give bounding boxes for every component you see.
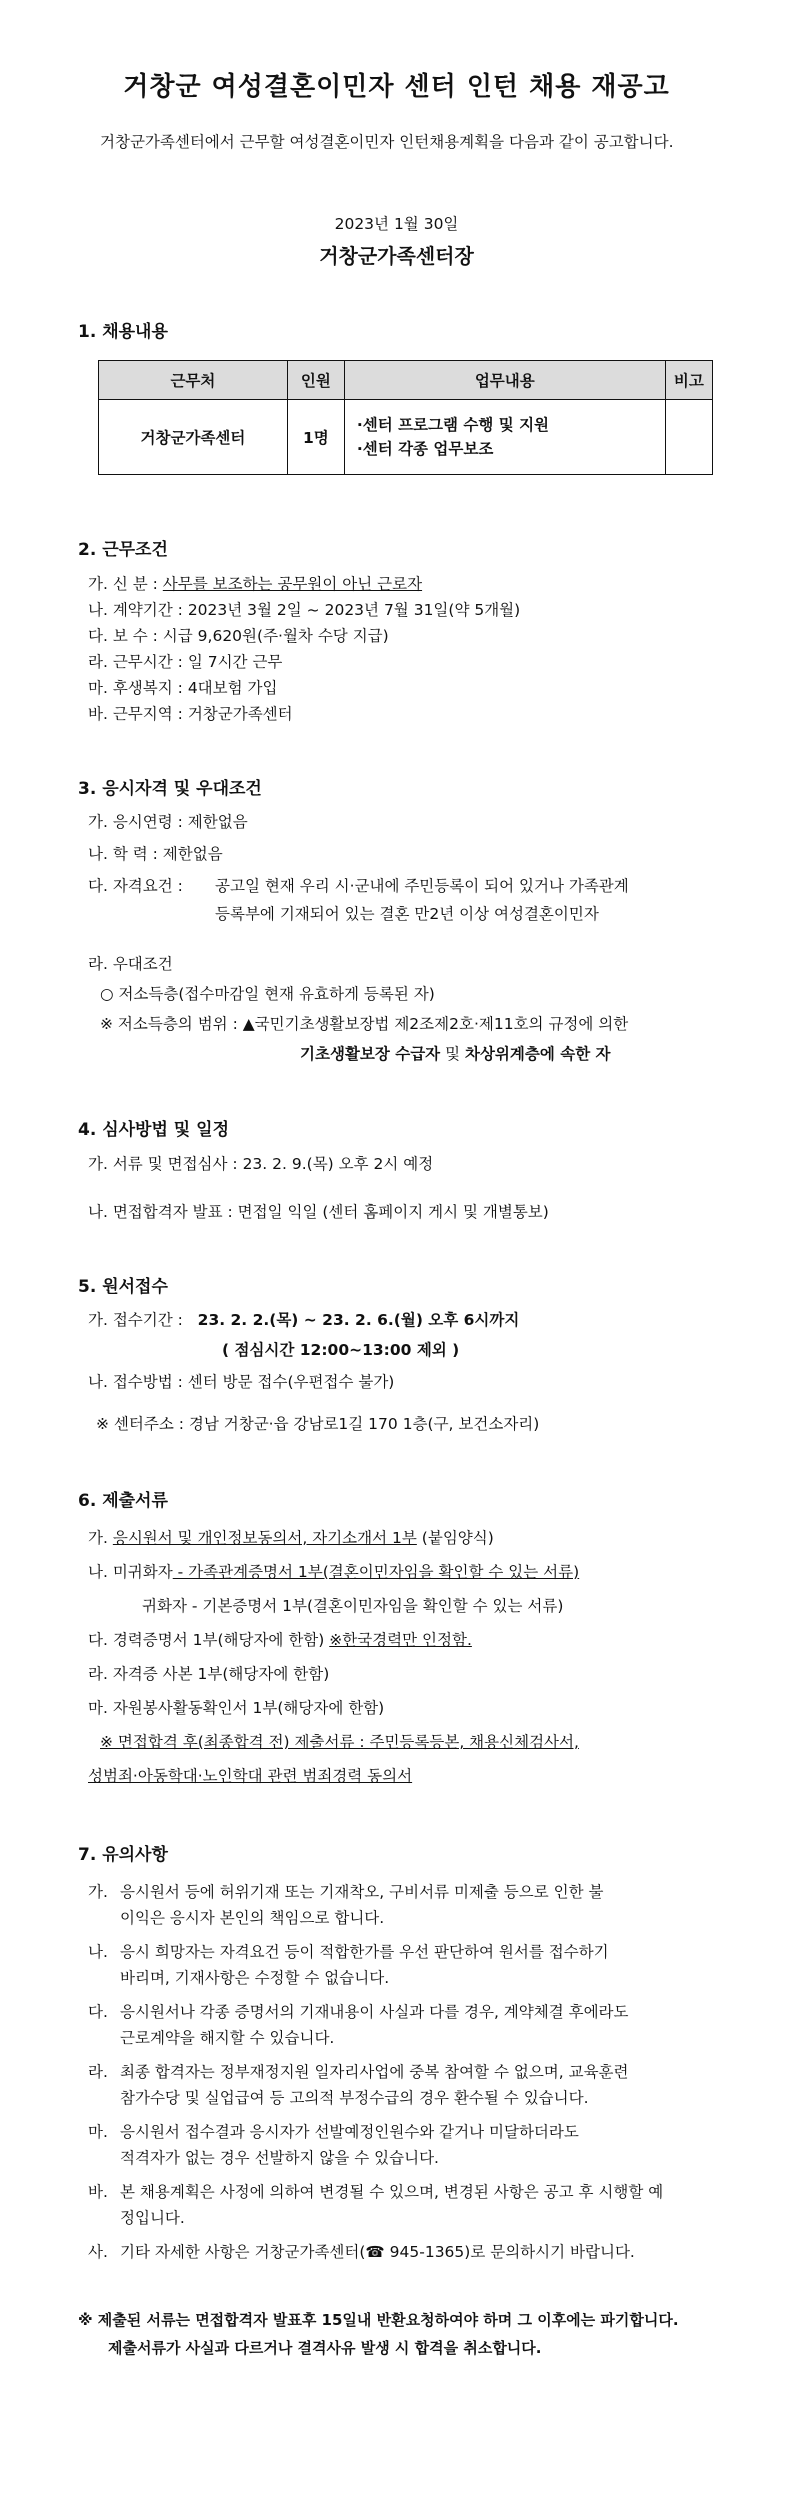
- notice-line: 응시원서 접수결과 응시자가 선발예정인원수와 같거나 미달하더라도: [120, 2123, 579, 2141]
- notice-label: 다.: [88, 2003, 108, 2021]
- section-1-title: 1. 채용내용: [78, 322, 168, 342]
- notice-label: 사.: [88, 2243, 108, 2261]
- qualification-education: 나. 학 력 : 제한없음: [88, 845, 223, 863]
- duty-item: ·센터 각종 업무보조: [356, 440, 494, 458]
- footer-notice-line: ※ 제출된 서류는 면접합격자 발표후 15일내 반환요청하여야 하며 그 이후에는 파기합니다.: [78, 2311, 679, 2329]
- condition-item: 마. 후생복지 : 4대보험 가입: [88, 679, 278, 697]
- table-row: [99, 400, 713, 475]
- notice-line: 기타 자세한 사항은 거창군가족센터(☎ 945-1365)로 문의하시기 바랍니다.: [120, 2243, 635, 2261]
- condition-item: 바. 근무지역 : 거창군가족센터: [88, 705, 293, 723]
- center-address: ※ 센터주소 : 경남 거창군·읍 강남로1길 170 1층(구, 보건소자리): [96, 1415, 540, 1433]
- notice-line: 근로계약을 해지할 수 있습니다.: [120, 2029, 335, 2047]
- table-header-row: [99, 361, 713, 400]
- document-item: 다. 경력증명서 1부(해당자에 한함) ※한국경력만 인정함.: [88, 1631, 472, 1649]
- section-4-title: 4. 심사방법 및 일정: [78, 1120, 229, 1140]
- notice-line: 본 채용계획은 사정에 의하여 변경될 수 있으며, 변경된 사항은 공고 후 시행할 예: [120, 2183, 664, 2201]
- recruitment-table: [98, 360, 713, 475]
- document-item: 귀화자 - 기본증명서 1부(결혼이민자임을 확인할 수 있는 서류): [142, 1597, 564, 1615]
- section-3-title: 3. 응시자격 및 우대조건: [78, 779, 262, 799]
- notice-line: 응시원서나 각종 증명서의 기재내용이 사실과 다를 경우, 계약체결 후에라도: [120, 2003, 629, 2021]
- notice-line: 바리며, 기재사항은 수정할 수 없습니다.: [120, 1969, 390, 1987]
- notice-line: 정입니다.: [120, 2209, 185, 2227]
- qualification-requirement-line: 등록부에 기재되어 있는 결혼 만2년 이상 여성결혼이민자: [215, 905, 599, 923]
- notice-line: 참가수당 및 실업급여 등 고의적 부정수급의 경우 환수될 수 있습니다.: [120, 2089, 589, 2107]
- screening-item: 나. 면접합격자 발표 : 면접일 익일 (센터 홈페이지 게시 및 개별통보): [88, 1203, 549, 1221]
- post-interview-documents: ※ 면접합격 후(최종합격 전) 제출서류 : 주민등록등본, 채용신체검사서,: [100, 1733, 579, 1751]
- section-7-title: 7. 유의사항: [78, 1845, 168, 1865]
- cell-duties: [344, 400, 665, 475]
- cell-workplace: 거창군가족센터: [99, 400, 288, 475]
- document-title: 거창군 여성결혼이민자 센터 인턴 채용 재공고: [123, 72, 670, 102]
- qualification-age: 가. 응시연령 : 제한없음: [88, 813, 248, 831]
- footer-notice-line: 제출서류가 사실과 다르거나 결격사유 발생 시 합격을 취소합니다.: [108, 2339, 542, 2357]
- condition-item: 나. 계약기간 : 2023년 3월 2일 ~ 2023년 7월 31일(약 5개월): [88, 601, 521, 619]
- condition-item: 라. 근무시간 : 일 7시간 근무: [88, 653, 283, 671]
- preference-scope: ※ 저소득층의 범위 : ▲국민기초생활보장법 제2조제2호·제11호의 규정에 의한: [100, 1015, 629, 1033]
- table-header: 업무내용: [344, 361, 665, 400]
- intro-paragraph: 거창군가족센터에서 근무할 여성결혼이민자 인턴채용계획을 다음과 같이 공고합니다.: [100, 133, 674, 151]
- preference-scope-detail: 기초생활보장 수급자 및 차상위계층에 속한 자: [300, 1045, 611, 1063]
- issuer-name: 거창군가족센터장: [319, 244, 474, 268]
- notice-line: 응시원서 등에 허위기재 또는 기재착오, 구비서류 미제출 등으로 인한 불: [120, 1883, 604, 1901]
- section-5-title: 5. 원서접수: [78, 1277, 168, 1297]
- application-period: 가. 접수기간 : 23. 2. 2.(목) ~ 23. 2. 6.(월) 오후 6시까지: [88, 1311, 520, 1329]
- condition-item: 가. 신 분 : 사무를 보조하는 공무원이 아닌 근로자: [88, 575, 423, 593]
- preference-item: ○ 저소득층(접수마감일 현재 유효하게 등록된 자): [100, 985, 435, 1003]
- notice-label: 마.: [88, 2123, 108, 2141]
- notice-label: 바.: [88, 2183, 108, 2201]
- application-lunch-note: ( 점심시간 12:00~13:00 제외 ): [222, 1341, 460, 1359]
- cell-note: [665, 400, 712, 475]
- qualification-requirement-label: 다. 자격요건 :: [88, 877, 183, 895]
- document-item: 마. 자원봉사활동확인서 1부(해당자에 한함): [88, 1699, 385, 1717]
- notice-line: 응시 희망자는 자격요건 등이 적합한가를 우선 판단하여 원서를 접수하기: [120, 1943, 609, 1961]
- table-header: 인원: [287, 361, 344, 400]
- notice-label: 가.: [88, 1883, 108, 1901]
- duty-item: ·센터 프로그램 수행 및 지원: [356, 416, 550, 434]
- document-item: 가. 응시원서 및 개인정보동의서, 자기소개서 1부 (붙임양식): [88, 1529, 494, 1547]
- section-6-title: 6. 제출서류: [78, 1491, 168, 1511]
- notice-line: 적격자가 없는 경우 선발하지 않을 수 있습니다.: [120, 2149, 439, 2167]
- notice-line: 최종 합격자는 정부재정지원 일자리사업에 중복 참여할 수 없으며, 교육훈련: [120, 2063, 629, 2081]
- notice-label: 라.: [88, 2063, 108, 2081]
- document-item: 라. 자격증 사본 1부(해당자에 한함): [88, 1665, 330, 1683]
- application-method: 나. 접수방법 : 센터 방문 접수(우편접수 불가): [88, 1373, 395, 1391]
- screening-item: 가. 서류 및 면접심사 : 23. 2. 9.(목) 오후 2시 예정: [88, 1155, 434, 1173]
- condition-item: 다. 보 수 : 시급 9,620원(주·월차 수당 지급): [88, 627, 389, 645]
- cell-count: 1명: [287, 400, 344, 475]
- notice-date: 2023년 1월 30일: [334, 215, 459, 233]
- table-header: 근무처: [99, 361, 288, 400]
- table-header: 비고: [665, 361, 712, 400]
- notice-line: 이익은 응시자 본인의 책임으로 합니다.: [120, 1909, 385, 1927]
- section-2-title: 2. 근무조건: [78, 540, 168, 560]
- notice-label: 나.: [88, 1943, 108, 1961]
- preference-title: 라. 우대조건: [88, 955, 173, 973]
- qualification-requirement-line: 공고일 현재 우리 시·군내에 주민등록이 되어 있거나 가족관계: [215, 877, 629, 895]
- post-interview-documents: 성범죄·아동학대·노인학대 관련 범죄경력 동의서: [88, 1767, 413, 1785]
- document-item: 나. 미귀화자 - 가족관계증명서 1부(결혼이민자임을 확인할 수 있는 서류): [88, 1563, 580, 1581]
